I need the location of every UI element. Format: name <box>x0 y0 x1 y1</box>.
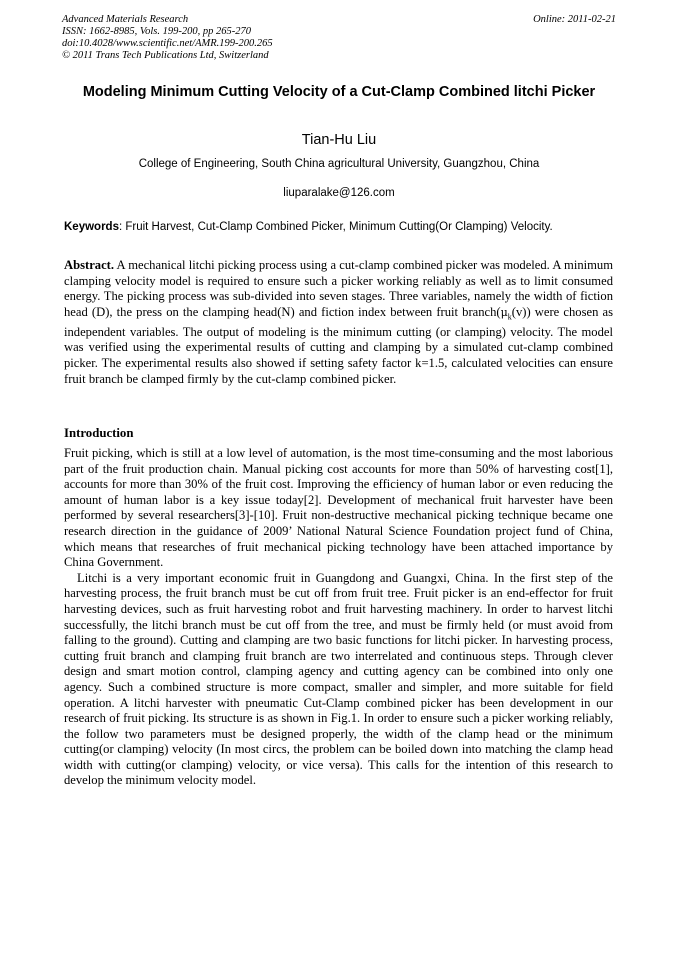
copyright-line: © 2011 Trans Tech Publications Ltd, Switzerland <box>62 50 269 61</box>
mu-symbol: μ <box>500 305 508 319</box>
introduction-heading: Introduction <box>64 426 134 440</box>
issn-line: ISSN: 1662-8985, Vols. 199-200, pp 265-270 <box>62 26 251 37</box>
introduction-body <box>64 446 613 789</box>
doi-line: doi:10.4028/www.scientific.net/AMR.199-200.265 <box>62 38 273 49</box>
abstract-text-part2: (v)) were chosen as independent variables. The output of modeling is the minimum cutting (or clamping) velocity. The model was verified using the experimental results of cutting and clamping by a simulated cut-clamp combined picker. The experimental results also showed if setting safety factor k=1.5, calculated velocities can ensure fruit branch be clamped firmly by the cut-clamp combined picker. <box>64 304 613 386</box>
intro-paragraph-2: Litchi is a very important economic fruit in Guangdong and Guangxi, China. In the first step of the harvesting process, the fruit branch must be cut off from fruit tree. Fruit picker is an end-effector for fruit harvesting devices, such as fruit harvesting robot and fruit harvesting machinery. In order to harvest litchi successfully, the litchi branch must be cut off from the tree, and must be firmly held (or must avoid from falling to the ground). Cutting and clamping are two basic functions for litchi picker. In harvesting process, cutting fruit branch and clamping fruit branch are two interrelated and continuous steps. Through clever design and smart motion control, clamping agency and cutting agency can be combined into only one agency. Such a combined structure is more compact, smaller and simpler, and more suitable for field operation. A litchi harvester with pneumatic Cut-Clamp combined picker has been development in our research of fruit picking. Its structure is as shown in Fig.1. In order to ensure such a picker working reliably, the follow two parameters must be designed properly, the width of the clamp head or the minimum cutting(or clamping) velocity (In most circs, the problem can be boiled down into matching the clamp head width with cutting(or clamping) velocity, or vice versa). This calls for the intention of this research to develop the minimum velocity model. <box>64 570 613 788</box>
author-email: liuparalake@126.com <box>283 187 395 199</box>
intro-paragraph-1: Fruit picking, which is still at a low level of automation, is the most time-consuming and the most laborious part of the fruit production chain. Manual picking cost accounts for more than 50% of harvesting cost[1], accounts for more than 30% of the fruit cost. Improving the efficiency of human labor or even reducing the amount of human labor is a key issue today[2]. Development of mechanical fruit harvester have been performed by several researchers[3]-[10]. Fruit non-destructive mechanical picking technique became one research direction in the guidance of 2009’ National Natural Science Foundation project fund of China, which means that researches of fruit mechanical picking technology have been attached importance by China Government. <box>64 446 613 570</box>
abstract-text-part1: A mechanical litchi picking process using a cut-clamp combined picker was modeled. A minimum clamping velocity model is required to ensure such a picker working reliably as well as to limit consumed energy. The picking process was sub-divided into seven stages. Three variables, namely the width of fiction head (D), the press on the clamping head(N) and fiction index between fruit branch( <box>64 258 613 319</box>
author-affiliation: College of Engineering, South China agricultural University, Guangzhou, China <box>138 158 540 170</box>
journal-name: Advanced Materials Research <box>62 14 189 25</box>
keywords <box>64 220 618 235</box>
author-name: Tian-Hu Liu <box>301 132 377 148</box>
abstract <box>64 258 613 387</box>
abstract-label: Abstract. <box>64 258 115 272</box>
online-date: Online: 2011-02-21 <box>533 14 616 25</box>
mu-subscript: k <box>507 312 512 322</box>
journal-header <box>62 14 616 62</box>
keywords-label: Keywords <box>64 221 119 233</box>
paper-title: Modeling Minimum Cutting Velocity of a Cut-Clamp Combined litchi Picker <box>82 84 596 100</box>
keywords-text: : Fruit Harvest, Cut-Clamp Combined Picker, Minimum Cutting(Or Clamping) Velocity. <box>118 221 553 233</box>
